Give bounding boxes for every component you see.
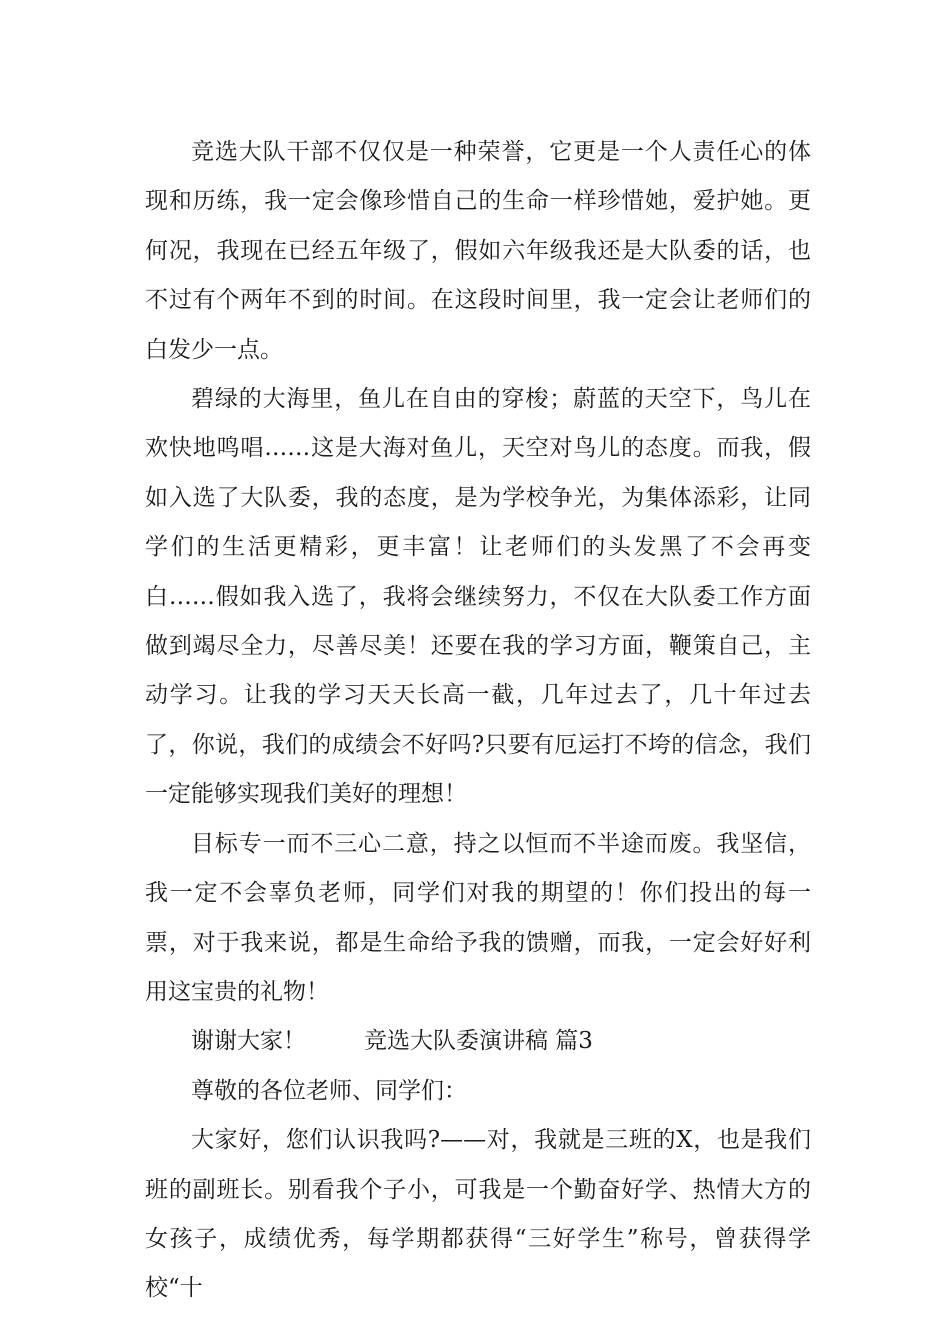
document-body [145,128,811,1314]
paragraph-1: 竞选大队干部不仅仅是一种荣誉，它更是一个人责任心的体现和历练，我一定会像珍惜自己的生命一样珍惜她，爱护她。更何况，我现在已经五年级了，假如六年级我还是大队委的话，也不过有个两年不到的时间。在这段时间里，我一定会让老师们的白发少一点。 [145,139,811,363]
paragraph-3: 目标专一而不三心二意，持之以恒而不半途而废。我坚信，我一定不会辜负老师，同学们对我的期望的！你们投出的每一票，对于我来说，都是生命给予我的馈赠，而我，一定会好好利用这宝贵的礼物！ [145,830,811,1005]
closing-line: 谢谢大家！ [191,1028,306,1055]
closing-and-section-title [145,1017,811,1066]
section-title: 竞选大队委演讲稿 篇3 [364,1028,593,1055]
intro-paragraph: 大家好，您们认识我吗?——对，我就是三班的X，也是我们班的副班长。别看我个子小，可我是一个勤奋好学、热情大方的女孩子，成绩优秀，每学期都获得“三好学生”称号，曾获得学校“十 [145,1127,811,1302]
salutation: 尊敬的各位老师、同学们： [191,1077,467,1104]
paragraph-2: 碧绿的大海里，鱼儿在自由的穿梭；蔚蓝的天空下，鸟儿在欢快地鸣唱……这是大海对鱼儿，天空对鸟儿的态度。而我，假如入选了大队委，我的态度，是为学校争光，为集体添彩，让同学们的生活更精彩，更丰富！让老师们的头发黑了不会再变白……假如我入选了，我将会继续努力，不仅在大队委工作方面做到竭尽全力，尽善尽美！还要在我的学习方面，鞭策自己，主动学习。让我的学习天天长高一截，几年过去了，几十年过去了，你说，我们的成绩会不好吗?只要有厄运打不垮的信念，我们一定能够实现我们美好的理想！ [145,386,811,808]
